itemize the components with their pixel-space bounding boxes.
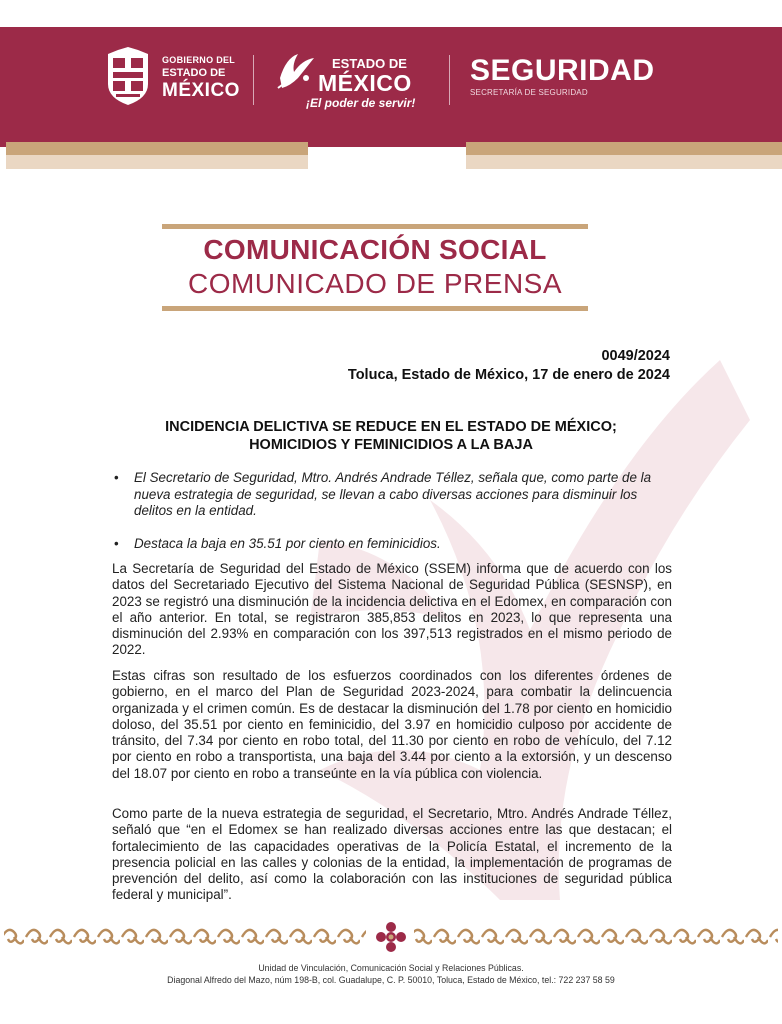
estado-slogan: ¡El poder de servir! (306, 96, 416, 110)
gobierno-line2: ESTADO DE (162, 67, 226, 79)
body-paragraph: Como parte de la nueva estrategia de seguridad, el Secretario, Mtro. Andrés Andrade Téllez, señaló que “en el Edomex se han realizado diversas acciones entre las que destacan; el fortalecimiento de las capacidades operativas de la Policía Estatal, el incremento de la presencia policial en las calles y colonias de la entidad, la implementación de programas de prevención del delito, así como la colaboración con las instituciones de seguridad pública federal y municipal”. (112, 806, 672, 903)
estado-line1: ESTADO DE (332, 56, 407, 71)
title-rule-bottom (162, 306, 588, 311)
headline-line: HOMICIDIOS Y FEMINICIDIOS A LA BAJA (249, 437, 533, 453)
headline-line: INCIDENCIA DELICTIVA SE REDUCE EN EL ESTADO DE MÉXICO; (165, 419, 617, 435)
headline (112, 418, 670, 454)
header-accent-left-light (6, 155, 308, 169)
gobierno-logo-text (162, 56, 240, 100)
center-flower-icon (376, 922, 406, 952)
estado-line2: MÉXICO (318, 70, 412, 96)
body-paragraph: La Secretaría de Seguridad del Estado de México (SSEM) informa que de acuerdo con los datos del Secretariado Ejecutivo del Sistema Nacional de Seguridad Pública (SESNSP), en 2023 se registró una disminución de la incidencia delictiva en el Edomex, en comparación con el año anterior. En total, se registraron 385,853 delitos en 2023, lo que representa una disminución del 2.93% en comparación con los 397,513 registrados en el mismo periodo de 2022. (112, 561, 672, 658)
release-number: 0049/2024 (601, 348, 670, 364)
section-title: COMUNICACIÓN SOCIAL (203, 234, 547, 265)
header-accent-left (6, 142, 308, 155)
seguridad-logo (470, 56, 655, 97)
estado-logo (276, 48, 436, 112)
footer-ornament (0, 922, 782, 952)
summary-bullets (112, 470, 672, 568)
place-date: Toluca, Estado de México, 17 de enero de 2024 (347, 367, 670, 383)
seguridad-subtitle: SECRETARÍA DE SEGURIDAD (470, 88, 588, 97)
header-accent-right-light (466, 155, 782, 169)
body-paragraph: Estas cifras son resultado de los esfuerzos coordinados con los diferentes órdenes de gobierno, en el marco del Plan de Seguridad 2023-2024, para combatir la delincuencia organizada y el crimen común. Es de destacar la disminución del 1.78 por ciento en homicidio doloso, del 35.51 por ciento en feminicidio, del 3.97 en homicidio culposo por accidente de tránsito, del 7.34 por ciento en robo total, del 11.30 por ciento en robo de vehículo, del 7.12 por ciento en robo a transportista, una baja del 3.44 por ciento a la extorsión, y un descenso del 18.07 por ciento en robo a transeúnte en la vía pública con violencia. (112, 668, 672, 781)
bullet-item: • El Secretario de Seguridad, Mtro. Andrés Andrade Téllez, señala que, como parte de la nueva estrategia de seguridad, se llevan a cabo diversas acciones para disminuir los delitos en la entidad. (112, 470, 672, 520)
header-divider (449, 55, 450, 105)
gobierno-line3: MÉXICO (162, 80, 240, 101)
footer-line: Unidad de Vinculación, Comunicación Social y Relaciones Públicas. (258, 963, 524, 973)
footer-line: Diagonal Alfredo del Mazo, núm 198-B, col. Guadalupe, C. P. 50010, Toluca, Estado de México, tel.: 722 237 58 59 (167, 975, 615, 985)
header-accent-right (466, 142, 782, 155)
gobierno-line1: GOBIERNO DEL (162, 55, 236, 65)
section-subtitle: COMUNICADO DE PRENSA (187, 268, 563, 299)
coat-of-arms-icon (102, 46, 154, 106)
title-rule-top (162, 224, 588, 229)
bullet-item: • Destaca la baja en 35.51 por ciento en feminicidios. (112, 536, 672, 553)
hummingbird-icon (276, 48, 316, 94)
seguridad-title: SEGURIDAD (470, 54, 655, 87)
header-divider (253, 55, 254, 105)
footer-address (0, 962, 782, 986)
